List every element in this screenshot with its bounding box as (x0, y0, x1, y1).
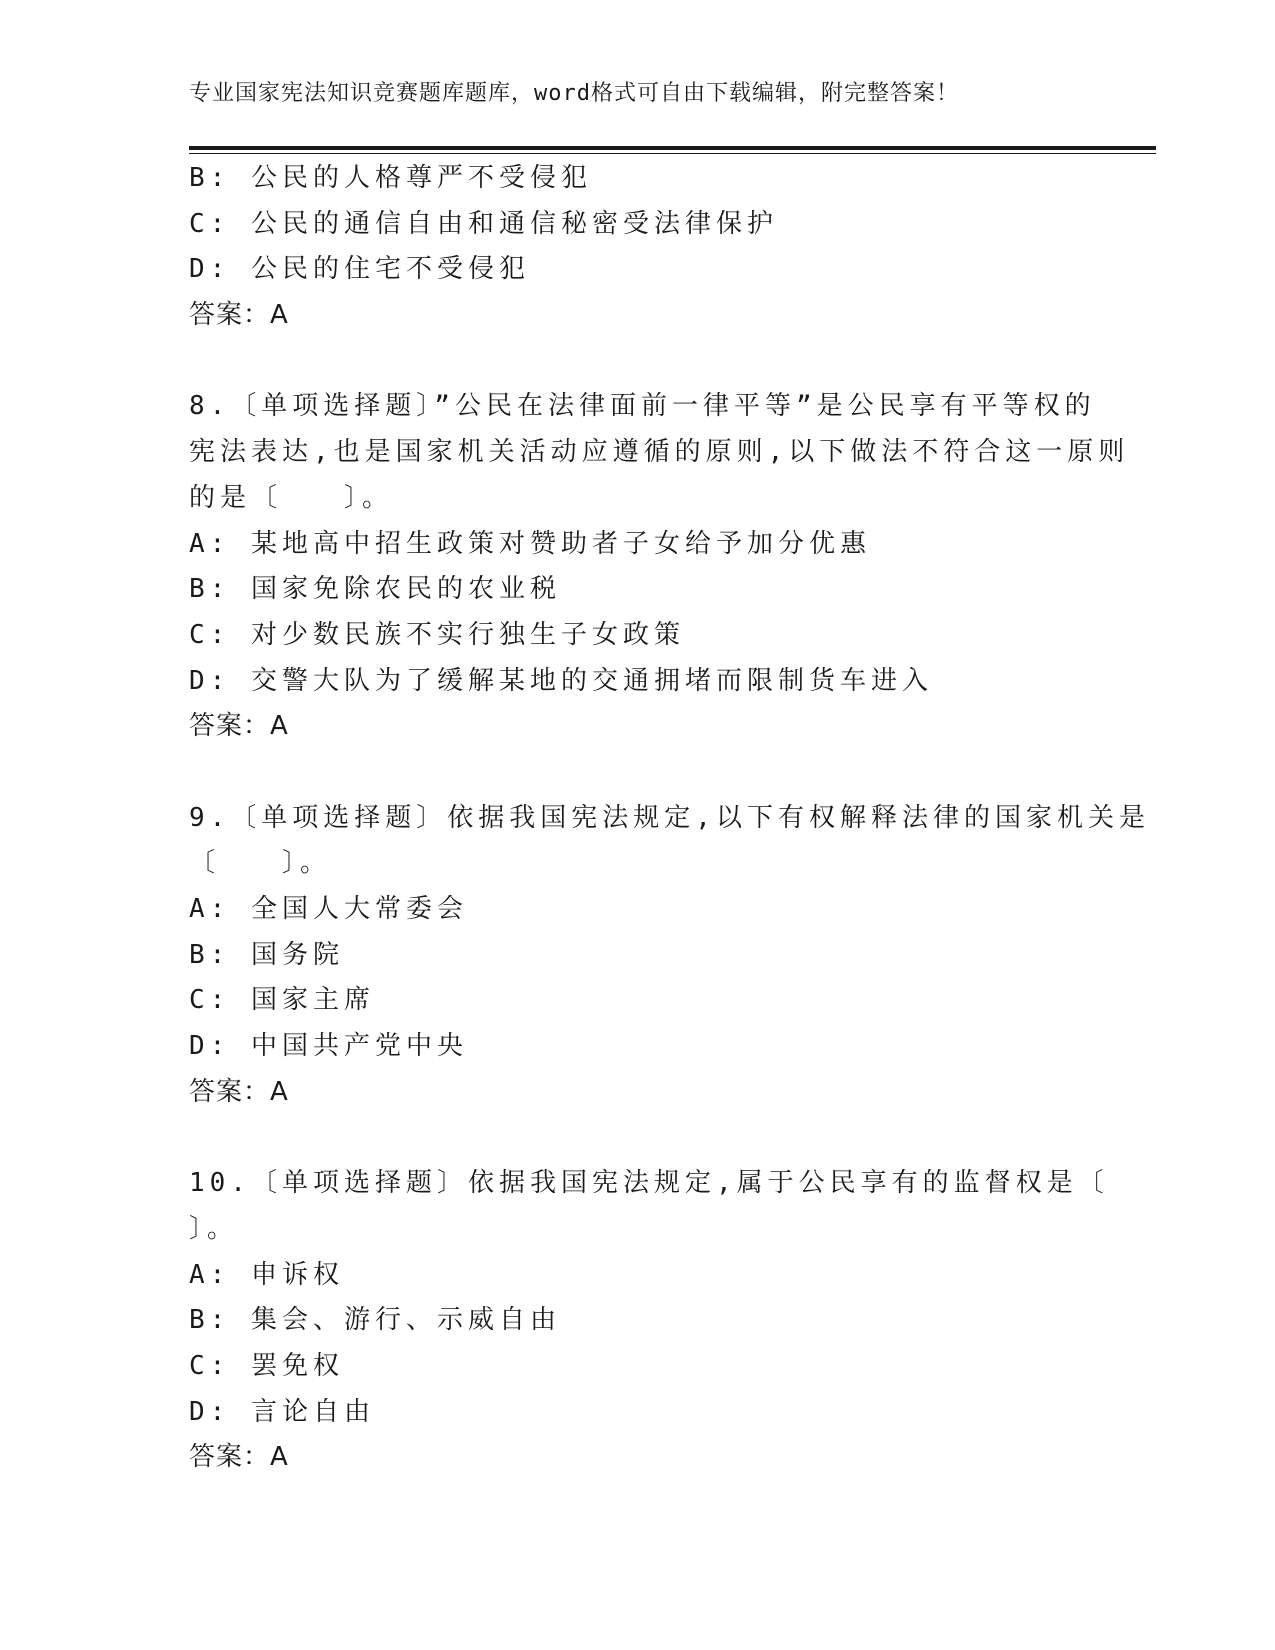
question-stem-line: 10.〔单项选择题〕依据我国宪法规定,属于公民享有的监督权是〔 (189, 1168, 1109, 1199)
answer-line: 答案：A (189, 300, 289, 331)
question-stem-line: 8.〔单项选择题〕”公民在法律面前一律平等”是公民享有平等权的 (189, 391, 1096, 422)
question-stem-line: 宪法表达,也是国家机关活动应遵循的原则,以下做法不符合这一原则 (189, 437, 1130, 468)
option-c: C: 公民的通信自由和通信秘密受法律保护 (189, 208, 778, 239)
spacer (189, 750, 1089, 796)
question-stem-line: 9.〔单项选择题〕依据我国宪法规定,以下有权解释法律的国家机关是 (189, 802, 1150, 833)
question-stem-line: 〔 〕。 (189, 848, 332, 879)
answer-line: 答案：A (189, 711, 289, 742)
spacer (189, 339, 1089, 385)
question-7-fragment (189, 156, 1089, 339)
option-c: C: 对少数民族不实行独生子女政策 (189, 619, 685, 650)
option-d: D: 公民的住宅不受侵犯 (189, 254, 530, 285)
spacer (189, 1115, 1089, 1161)
option-d: D: 中国共产党中央 (189, 1031, 468, 1062)
question-stem-line: 的是〔 〕。 (189, 482, 394, 513)
option-b: B: 国家免除农民的农业税 (189, 574, 561, 605)
header-divider-thin (189, 153, 1156, 154)
page-header: 专业国家宪法知识竞赛题库题库，word格式可自由下载编辑，附完整答案！ (189, 81, 959, 106)
option-a: A: 全国人大常委会 (189, 894, 468, 924)
question-9 (189, 796, 1150, 1116)
option-d: D: 言论自由 (189, 1396, 375, 1427)
option-c: C: 罢免权 (189, 1350, 344, 1381)
option-b: B: 国务院 (189, 939, 344, 970)
question-content (189, 156, 1150, 1481)
question-8 (189, 384, 1130, 750)
answer-line: 答案：A (189, 1442, 289, 1473)
header-divider-thick (189, 146, 1156, 150)
question-10 (189, 1161, 1109, 1481)
option-d: D: 交警大队为了缓解某地的交通拥堵而限制货车进入 (189, 665, 933, 696)
option-b: B: 集会、游行、示威自由 (189, 1305, 561, 1336)
option-a: A: 申诉权 (189, 1259, 344, 1290)
question-stem-line: 〕。 (189, 1213, 239, 1244)
option-b: B: 公民的人格尊严不受侵犯 (189, 163, 592, 193)
option-a: A: 某地高中招生政策对赞助者子女给予加分优惠 (189, 528, 871, 559)
answer-line: 答案：A (189, 1076, 289, 1107)
option-c: C: 国家主席 (189, 985, 375, 1016)
